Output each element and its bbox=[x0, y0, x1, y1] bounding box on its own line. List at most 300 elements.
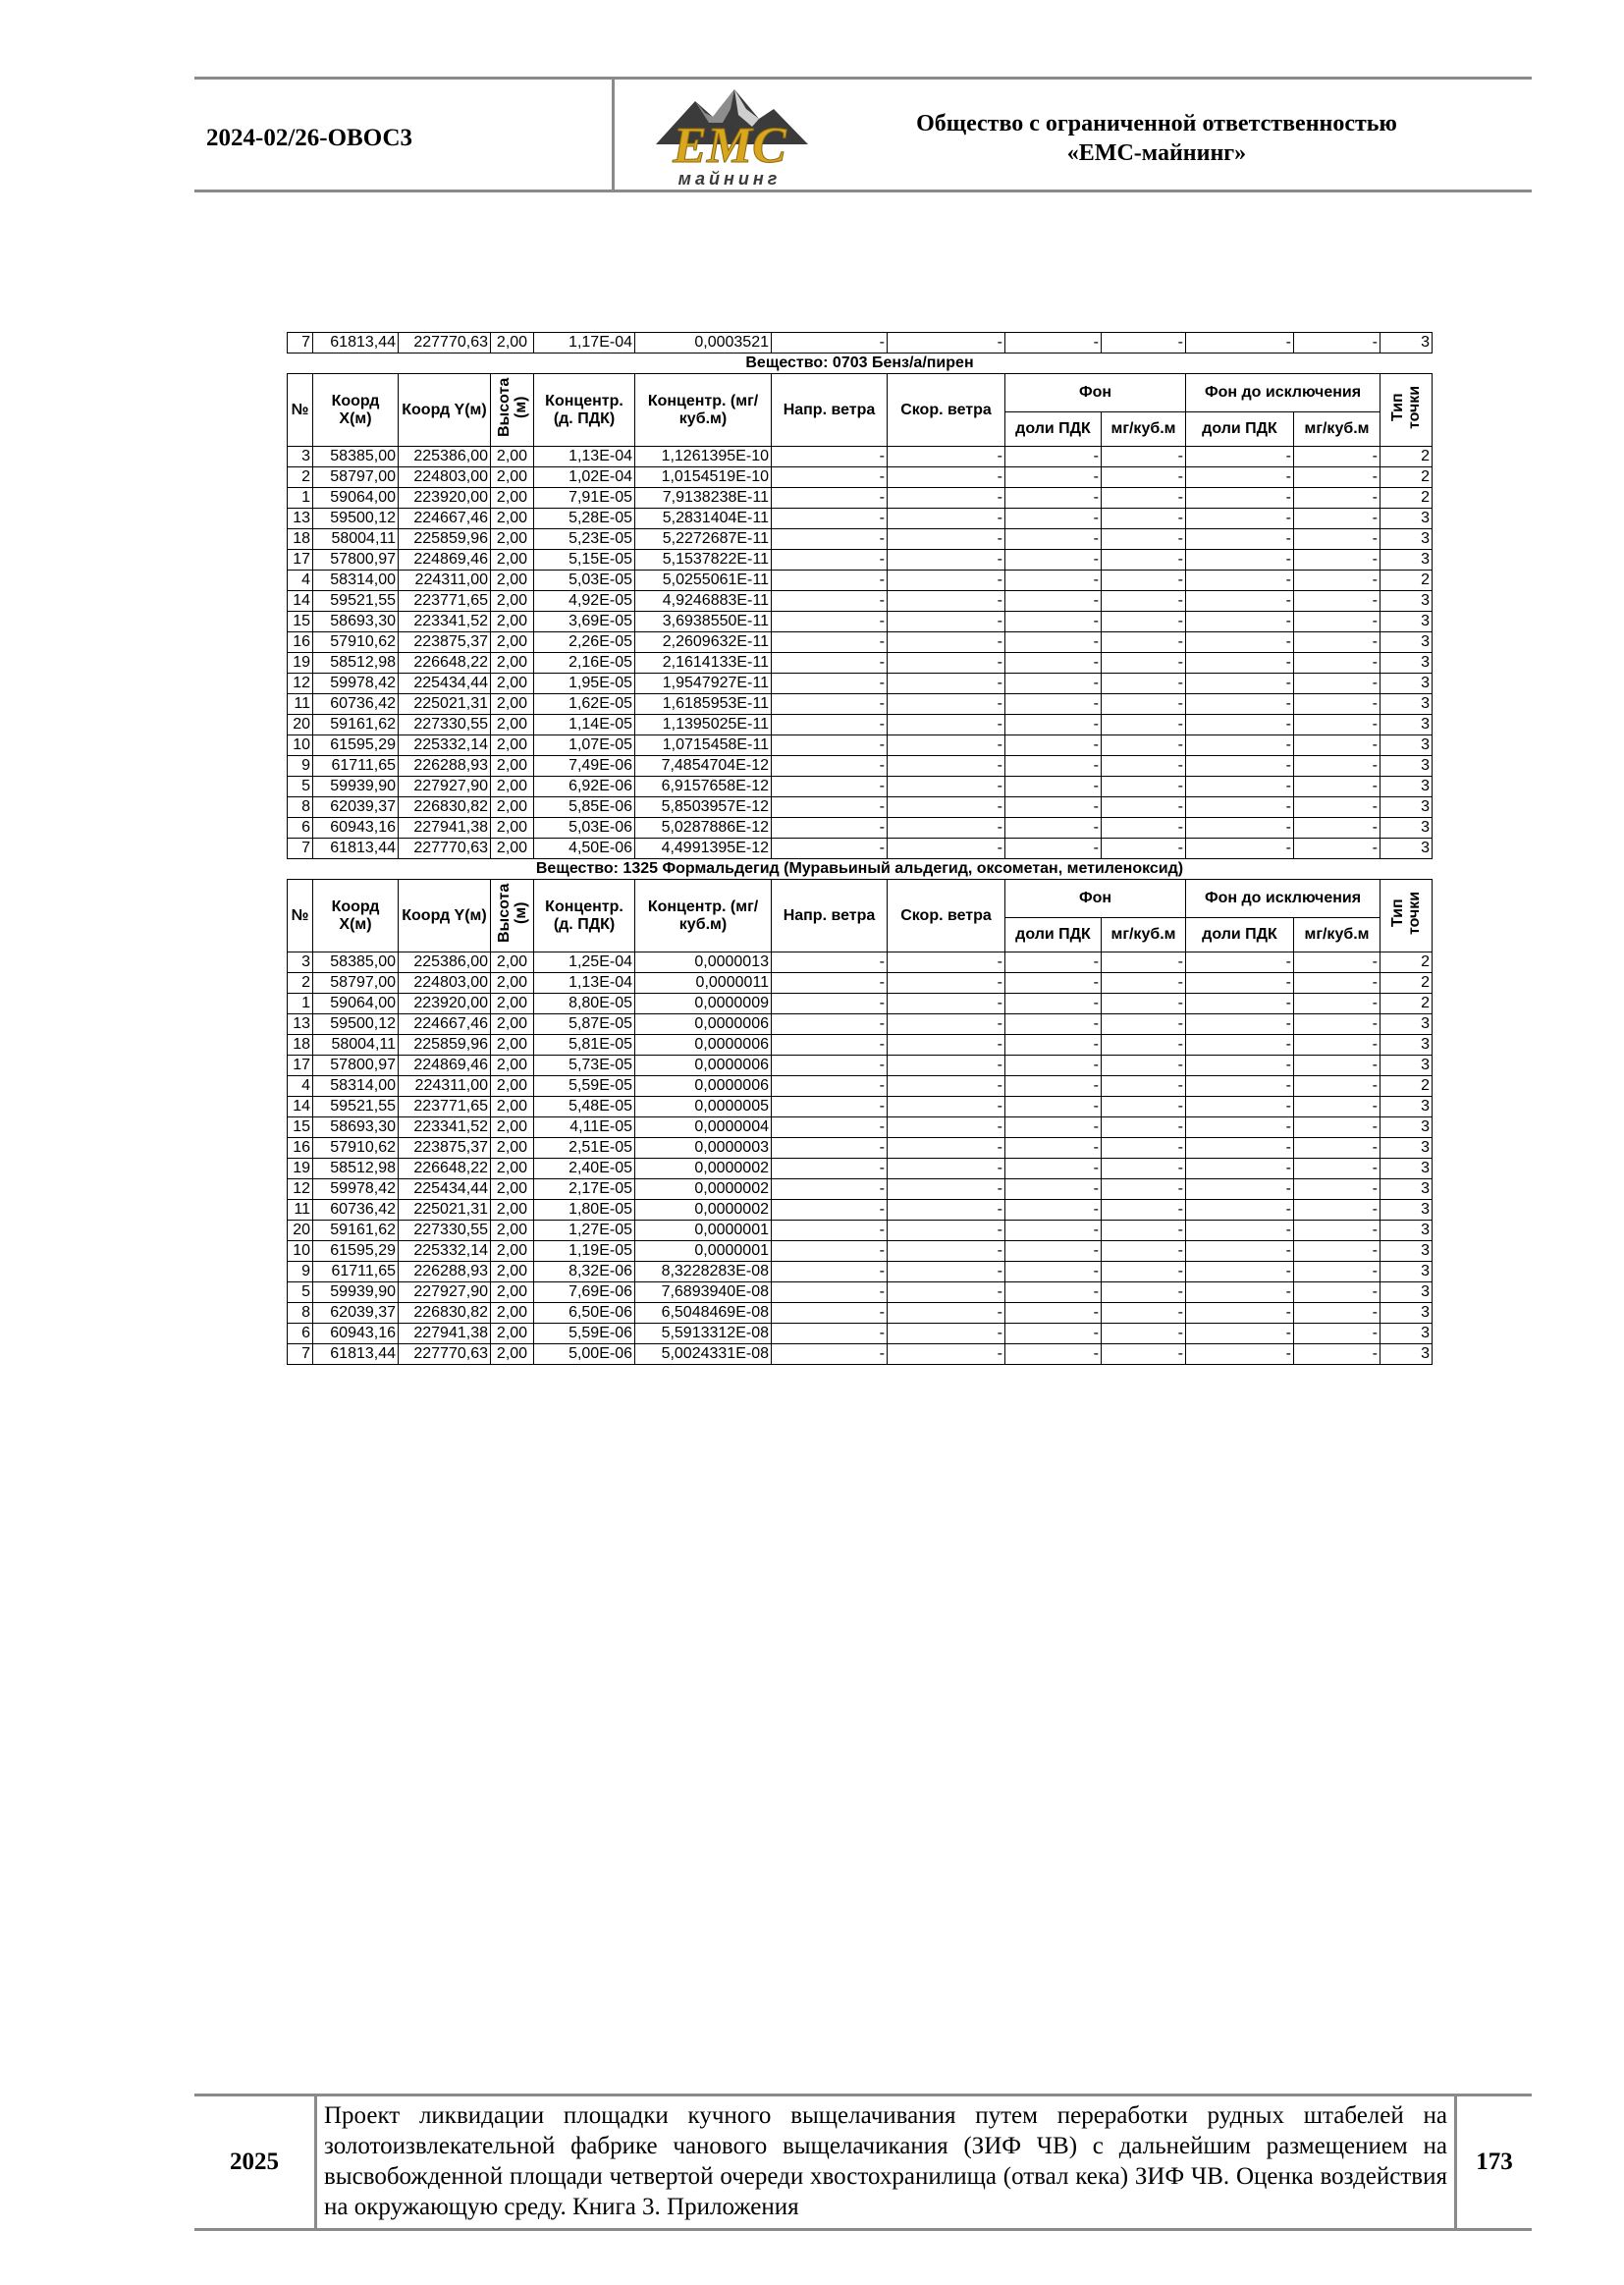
table-cell: - bbox=[888, 1282, 1005, 1303]
table-cell: - bbox=[1294, 994, 1380, 1014]
table-cell: 3 bbox=[1380, 797, 1433, 818]
table-cell: 5,0287886E-12 bbox=[635, 818, 772, 839]
table-cell: 5,87E-05 bbox=[534, 1014, 635, 1035]
table-cell: 2,00 bbox=[491, 839, 534, 859]
table-cell: - bbox=[1005, 1324, 1102, 1344]
column-header-coord-y: Коорд Y(м) bbox=[399, 374, 491, 447]
table-row bbox=[288, 447, 1433, 467]
table-cell: - bbox=[1294, 1035, 1380, 1056]
table-cell: 57800,97 bbox=[313, 550, 399, 571]
table-cell: 5,1537822E-11 bbox=[635, 550, 772, 571]
table-cell: 2,00 bbox=[491, 571, 534, 591]
table-cell: 60736,42 bbox=[313, 1200, 399, 1221]
table-cell: - bbox=[888, 571, 1005, 591]
table-cell: - bbox=[1102, 653, 1186, 674]
table-cell: - bbox=[888, 529, 1005, 550]
table-cell: 3 bbox=[1380, 756, 1433, 777]
table-cell: 2,00 bbox=[491, 447, 534, 467]
table-cell: - bbox=[1102, 1097, 1186, 1117]
table-row bbox=[288, 715, 1433, 735]
table-cell: - bbox=[1294, 653, 1380, 674]
table-cell: 1,14E-05 bbox=[534, 715, 635, 735]
table-row bbox=[288, 1303, 1433, 1324]
table-cell: - bbox=[772, 550, 888, 571]
table-cell: - bbox=[1005, 694, 1102, 715]
table-cell: - bbox=[1294, 674, 1380, 694]
table-cell: 2,00 bbox=[491, 756, 534, 777]
table-cell: 225434,44 bbox=[399, 674, 491, 694]
table-cell: - bbox=[888, 1117, 1005, 1138]
column-header-wind-dir: Напр. ветра bbox=[772, 880, 888, 952]
table-cell: - bbox=[888, 756, 1005, 777]
table-cell: - bbox=[888, 715, 1005, 735]
table-cell: 15 bbox=[288, 612, 313, 632]
table-cell: - bbox=[888, 1344, 1005, 1365]
column-header-frac-pdk: доли ПДК bbox=[1005, 412, 1102, 447]
table-cell: - bbox=[772, 571, 888, 591]
table-cell: 4 bbox=[288, 571, 313, 591]
table-cell: - bbox=[1102, 1200, 1186, 1221]
table-cell: 7,91E-05 bbox=[534, 488, 635, 509]
table-cell: 5,73E-05 bbox=[534, 1056, 635, 1076]
table-cell: - bbox=[1102, 694, 1186, 715]
table-cell: 225332,14 bbox=[399, 1241, 491, 1262]
logo-subtext: майнинг bbox=[677, 169, 782, 189]
column-header-height-label: Высота (м) bbox=[495, 883, 529, 944]
table-cell: 60943,16 bbox=[313, 818, 399, 839]
table-cell: 59064,00 bbox=[313, 488, 399, 509]
table-cell: 227770,63 bbox=[399, 839, 491, 859]
table-cell: 225021,31 bbox=[399, 1200, 491, 1221]
table-cell: 4 bbox=[288, 1076, 313, 1097]
table-cell: - bbox=[1005, 797, 1102, 818]
table-cell: 10 bbox=[288, 1241, 313, 1262]
table-cell: - bbox=[1294, 467, 1380, 488]
table-cell: - bbox=[888, 994, 1005, 1014]
table-cell: 57910,62 bbox=[313, 632, 399, 653]
table-cell: 224311,00 bbox=[399, 571, 491, 591]
table-row bbox=[288, 735, 1433, 756]
column-header-point-type-label: Тип точки bbox=[1389, 891, 1423, 936]
table-cell: 2,51E-05 bbox=[534, 1138, 635, 1159]
table-cell: - bbox=[1102, 1117, 1186, 1138]
table-cell: - bbox=[1294, 612, 1380, 632]
table-cell: 5,23E-05 bbox=[534, 529, 635, 550]
table-row bbox=[288, 467, 1433, 488]
table-cell: 60943,16 bbox=[313, 1324, 399, 1344]
table-cell: - bbox=[1186, 694, 1294, 715]
table-cell: - bbox=[888, 653, 1005, 674]
table-cell: - bbox=[1102, 1076, 1186, 1097]
table-cell: 2,00 bbox=[491, 777, 534, 797]
table-cell: 2,00 bbox=[491, 653, 534, 674]
table-row bbox=[288, 1282, 1433, 1303]
table-cell: - bbox=[1005, 994, 1102, 1014]
table-cell: 58385,00 bbox=[313, 447, 399, 467]
table-cell: - bbox=[772, 952, 888, 973]
table-cell: - bbox=[1005, 715, 1102, 735]
table-cell: 8 bbox=[288, 797, 313, 818]
table-cell: 12 bbox=[288, 1179, 313, 1200]
table-cell: 225859,96 bbox=[399, 529, 491, 550]
table-cell: - bbox=[1102, 1056, 1186, 1076]
table-cell: 1,1395025E-11 bbox=[635, 715, 772, 735]
table-cell: 3,6938550E-11 bbox=[635, 612, 772, 632]
table-cell: 8,80E-05 bbox=[534, 994, 635, 1014]
column-header-background: Фон bbox=[1005, 880, 1186, 918]
table-cell: - bbox=[772, 632, 888, 653]
footer-divider-left bbox=[314, 2096, 317, 2228]
table-cell: - bbox=[1102, 571, 1186, 591]
table-cell: - bbox=[1005, 1159, 1102, 1179]
table-cell: - bbox=[888, 839, 1005, 859]
organization-line-2: «ЕМС-майнинг» bbox=[1066, 140, 1247, 166]
table-cell: - bbox=[1005, 1035, 1102, 1056]
table-cell: - bbox=[772, 973, 888, 994]
table-cell: 58385,00 bbox=[313, 952, 399, 973]
table-cell: 2 bbox=[1380, 467, 1433, 488]
table-cell: - bbox=[1102, 756, 1186, 777]
table-cell: - bbox=[772, 1056, 888, 1076]
table-cell: 223920,00 bbox=[399, 488, 491, 509]
table-cell: - bbox=[1186, 591, 1294, 612]
table-cell: - bbox=[1186, 447, 1294, 467]
table-cell: - bbox=[1294, 591, 1380, 612]
page-footer bbox=[194, 2094, 1532, 2231]
table-row bbox=[288, 509, 1433, 529]
table-cell: - bbox=[1005, 1117, 1102, 1138]
table-cell: - bbox=[888, 674, 1005, 694]
table-row bbox=[288, 1159, 1433, 1179]
table-cell: - bbox=[888, 632, 1005, 653]
table-cell: 0,0000002 bbox=[635, 1159, 772, 1179]
table-cell: 2 bbox=[288, 973, 313, 994]
table-cell: - bbox=[888, 1076, 1005, 1097]
column-header-wind-speed: Скор. ветра bbox=[888, 374, 1005, 447]
table-cell: 2,00 bbox=[491, 1117, 534, 1138]
table-cell: 2,16E-05 bbox=[534, 653, 635, 674]
table-cell: - bbox=[1102, 777, 1186, 797]
table-cell: 0,0000004 bbox=[635, 1117, 772, 1138]
table-cell: 13 bbox=[288, 509, 313, 529]
table-cell: - bbox=[1294, 1324, 1380, 1344]
table-cell: 2,1614133E-11 bbox=[635, 653, 772, 674]
table-cell: 6,50E-06 bbox=[534, 1303, 635, 1324]
table-cell: - bbox=[888, 1200, 1005, 1221]
table-cell: 8,3228283E-08 bbox=[635, 1262, 772, 1282]
table-cell: - bbox=[1186, 1179, 1294, 1200]
table-cell: - bbox=[1005, 735, 1102, 756]
table-cell: 9 bbox=[288, 1262, 313, 1282]
table-cell: 61595,29 bbox=[313, 735, 399, 756]
table-cell: 224667,46 bbox=[399, 1014, 491, 1035]
table-cell: - bbox=[1005, 1138, 1102, 1159]
table-cell: - bbox=[1186, 509, 1294, 529]
table-cell: 2,00 bbox=[491, 467, 534, 488]
table-cell: - bbox=[1005, 973, 1102, 994]
table-header-row bbox=[288, 374, 1433, 412]
column-header-num: № bbox=[288, 374, 313, 447]
table-cell: - bbox=[1186, 777, 1294, 797]
table-cell: - bbox=[1102, 447, 1186, 467]
page-number: 173 bbox=[1476, 2149, 1513, 2175]
table-cell: 2,2609632E-11 bbox=[635, 632, 772, 653]
table-cell: - bbox=[1102, 1179, 1186, 1200]
table-cell: 225021,31 bbox=[399, 694, 491, 715]
column-header-num: № bbox=[288, 880, 313, 952]
table-cell: 3 bbox=[1380, 1179, 1433, 1200]
table-cell: 3 bbox=[1380, 1056, 1433, 1076]
table-cell: - bbox=[888, 1159, 1005, 1179]
table-cell: - bbox=[772, 529, 888, 550]
table-cell: 3 bbox=[1380, 1303, 1433, 1324]
table-cell: 61711,65 bbox=[313, 756, 399, 777]
table-cell: 2,00 bbox=[491, 1324, 534, 1344]
column-header-conc-pdk: Концентр. (д. ПДК) bbox=[534, 374, 635, 447]
table-cell: 6 bbox=[288, 818, 313, 839]
company-logo bbox=[636, 83, 823, 190]
table-cell: - bbox=[772, 797, 888, 818]
column-header-background-excl: Фон до исключения bbox=[1186, 374, 1380, 412]
table-cell: 3 bbox=[1380, 1014, 1433, 1035]
table-cell: - bbox=[1005, 674, 1102, 694]
table-cell: 0,0000002 bbox=[635, 1200, 772, 1221]
column-header-point-type bbox=[1380, 880, 1433, 952]
organization-line-1: Общество с ограниченной ответственностью bbox=[916, 111, 1397, 136]
table-cell: 227330,55 bbox=[399, 715, 491, 735]
table-cell: 2 bbox=[288, 467, 313, 488]
table-cell: 59978,42 bbox=[313, 1179, 399, 1200]
table-cell: 3 bbox=[1380, 839, 1433, 859]
table-cell: - bbox=[1294, 529, 1380, 550]
table-cell: 61813,44 bbox=[313, 333, 399, 354]
table-cell: - bbox=[1294, 1014, 1380, 1035]
table-cell: 59161,62 bbox=[313, 1221, 399, 1241]
table-cell: 59939,90 bbox=[313, 1282, 399, 1303]
table-cell: 3 bbox=[288, 447, 313, 467]
table-cell: - bbox=[1102, 674, 1186, 694]
table-row bbox=[288, 1035, 1433, 1056]
table-cell: - bbox=[1294, 333, 1380, 354]
table-cell: 2,00 bbox=[491, 333, 534, 354]
table-cell: 2,00 bbox=[491, 1056, 534, 1076]
table-cell: - bbox=[1102, 994, 1186, 1014]
table-cell: - bbox=[1186, 839, 1294, 859]
table-cell: 1,13E-04 bbox=[534, 447, 635, 467]
table-cell: 5,5913312E-08 bbox=[635, 1324, 772, 1344]
table-cell: - bbox=[1294, 1097, 1380, 1117]
table-cell: 2,00 bbox=[491, 674, 534, 694]
table-cell: 223341,52 bbox=[399, 612, 491, 632]
column-header-conc-mg: Концентр. (мг/куб.м) bbox=[635, 374, 772, 447]
table-header-row bbox=[288, 880, 1433, 918]
table-cell: 59521,55 bbox=[313, 1097, 399, 1117]
table-cell: 3 bbox=[1380, 1344, 1433, 1365]
table-cell: - bbox=[1102, 1159, 1186, 1179]
footer-year: 2025 bbox=[230, 2149, 279, 2175]
table-cell: - bbox=[1102, 591, 1186, 612]
column-header-coord-y: Коорд Y(м) bbox=[399, 880, 491, 952]
table-cell: - bbox=[772, 447, 888, 467]
table-cell: 2,00 bbox=[491, 1200, 534, 1221]
table-cell: - bbox=[888, 1138, 1005, 1159]
table-row bbox=[288, 1076, 1433, 1097]
table-cell: 227770,63 bbox=[399, 1344, 491, 1365]
table-cell: - bbox=[1005, 952, 1102, 973]
table-cell: - bbox=[1102, 1014, 1186, 1035]
table-cell: 227941,38 bbox=[399, 818, 491, 839]
table-cell: - bbox=[1294, 509, 1380, 529]
table-cell: 2 bbox=[1380, 973, 1433, 994]
column-header-mg-m3: мг/куб.м bbox=[1102, 412, 1186, 447]
table-cell: 18 bbox=[288, 529, 313, 550]
table-cell: 4,11E-05 bbox=[534, 1117, 635, 1138]
table-cell: 10 bbox=[288, 735, 313, 756]
table-cell: 224311,00 bbox=[399, 1076, 491, 1097]
table-cell: - bbox=[1294, 1344, 1380, 1365]
table-cell: - bbox=[1294, 735, 1380, 756]
table-cell: - bbox=[772, 1303, 888, 1324]
table-cell: 0,0000011 bbox=[635, 973, 772, 994]
table-cell: 1,6185953E-11 bbox=[635, 694, 772, 715]
table-cell: 58693,30 bbox=[313, 612, 399, 632]
table-cell: 1,02E-04 bbox=[534, 467, 635, 488]
table-cell: 1,25E-04 bbox=[534, 952, 635, 973]
table-cell: - bbox=[1186, 571, 1294, 591]
table-cell: - bbox=[772, 1262, 888, 1282]
table-cell: - bbox=[1186, 653, 1294, 674]
table-cell: 2,00 bbox=[491, 973, 534, 994]
table-cell: 3 bbox=[1380, 333, 1433, 354]
table-cell: 2 bbox=[1380, 994, 1433, 1014]
table-cell: - bbox=[888, 1221, 1005, 1241]
table-cell: - bbox=[1005, 509, 1102, 529]
table-cell: - bbox=[772, 1324, 888, 1344]
table-cell: 2 bbox=[1380, 952, 1433, 973]
table-cell: 5,0024331E-08 bbox=[635, 1344, 772, 1365]
table-cell: 3 bbox=[1380, 1221, 1433, 1241]
table-cell: - bbox=[772, 1097, 888, 1117]
table-cell: 224869,46 bbox=[399, 550, 491, 571]
table-cell: - bbox=[1186, 1159, 1294, 1179]
table-cell: - bbox=[1005, 1303, 1102, 1324]
table-cell: - bbox=[1294, 447, 1380, 467]
table-cell: - bbox=[1294, 1076, 1380, 1097]
table-cell: 5,59E-06 bbox=[534, 1324, 635, 1344]
table-row bbox=[288, 1014, 1433, 1035]
table-cell: 3 bbox=[1380, 612, 1433, 632]
table-cell: 2 bbox=[1380, 1076, 1433, 1097]
table-cell: - bbox=[888, 612, 1005, 632]
table-cell: 1,9547927E-11 bbox=[635, 674, 772, 694]
table-cell: - bbox=[1005, 1221, 1102, 1241]
table-cell: 2,00 bbox=[491, 1344, 534, 1365]
table-cell: 14 bbox=[288, 591, 313, 612]
table-cell: - bbox=[1005, 591, 1102, 612]
table-cell: - bbox=[772, 653, 888, 674]
table-cell: 1,62E-05 bbox=[534, 694, 635, 715]
column-header-height bbox=[491, 880, 534, 952]
table-cell: 16 bbox=[288, 632, 313, 653]
table-cell: - bbox=[1294, 1303, 1380, 1324]
table-cell: 226648,22 bbox=[399, 653, 491, 674]
table-cell: 5,2831404E-11 bbox=[635, 509, 772, 529]
table-cell: 1,0154519E-10 bbox=[635, 467, 772, 488]
table-cell: 2,00 bbox=[491, 550, 534, 571]
table-cell: 57910,62 bbox=[313, 1138, 399, 1159]
table-cell: - bbox=[1294, 1138, 1380, 1159]
table-cell: - bbox=[1102, 488, 1186, 509]
table-cell: - bbox=[1102, 1262, 1186, 1282]
table-cell: 3 bbox=[1380, 694, 1433, 715]
table-cell: 2,00 bbox=[491, 509, 534, 529]
table-cell: - bbox=[1102, 1324, 1186, 1344]
table-cell: - bbox=[1005, 529, 1102, 550]
table-cell: - bbox=[772, 1282, 888, 1303]
table-cell: 2,00 bbox=[491, 735, 534, 756]
table-cell: - bbox=[772, 1076, 888, 1097]
table-cell: - bbox=[888, 1241, 1005, 1262]
table-cell: 226288,93 bbox=[399, 1262, 491, 1282]
column-header-frac-pdk-excl: доли ПДК bbox=[1186, 918, 1294, 952]
table-cell: 6,92E-06 bbox=[534, 777, 635, 797]
table-cell: 6,9157658E-12 bbox=[635, 777, 772, 797]
table-cell: 1,80E-05 bbox=[534, 1200, 635, 1221]
table-cell: 226648,22 bbox=[399, 1159, 491, 1179]
table-cell: 12 bbox=[288, 674, 313, 694]
footer-description: Проект ликвидации площадки кучного выщелачивания путем переработки рудных штабелей на золотоизвлекательной фабрике чанового выщелачикания (ЗИФ ЧВ) с дальнейшим размещением на высвобожденной площади четвертой очереди хвостохранилища (отвал кека) ЗИФ ЧВ. Оценка воздействия на окружающую среду. Книга 3. Приложения bbox=[324, 2102, 1447, 2220]
table-cell: - bbox=[1102, 509, 1186, 529]
table-cell: - bbox=[1294, 1262, 1380, 1282]
table-cell: 226830,82 bbox=[399, 1303, 491, 1324]
table-row bbox=[288, 1179, 1433, 1200]
table-row bbox=[288, 333, 1433, 354]
substance-title-row bbox=[288, 859, 1433, 880]
table-cell: 2,40E-05 bbox=[534, 1159, 635, 1179]
table-cell: 58314,00 bbox=[313, 571, 399, 591]
table-cell: 3 bbox=[1380, 1262, 1433, 1282]
column-header-height bbox=[491, 374, 534, 447]
table-cell: 5,0255061E-11 bbox=[635, 571, 772, 591]
header-divider bbox=[612, 80, 615, 190]
table-cell: 0,0000006 bbox=[635, 1076, 772, 1097]
table-cell: 2,00 bbox=[491, 1303, 534, 1324]
table-cell: - bbox=[772, 1159, 888, 1179]
table-cell: - bbox=[1005, 1056, 1102, 1076]
column-header-point-type-label: Тип точки bbox=[1389, 385, 1423, 430]
table-cell: 2,00 bbox=[491, 1035, 534, 1056]
table-cell: - bbox=[1102, 333, 1186, 354]
table-cell: 3 bbox=[1380, 1117, 1433, 1138]
table-cell: - bbox=[1005, 1179, 1102, 1200]
table-cell: - bbox=[1005, 467, 1102, 488]
table-row bbox=[288, 694, 1433, 715]
table-row bbox=[288, 488, 1433, 509]
table-cell: 61813,44 bbox=[313, 1344, 399, 1365]
table-cell: 4,9246883E-11 bbox=[635, 591, 772, 612]
table-cell: - bbox=[1005, 1076, 1102, 1097]
table-cell: - bbox=[888, 1179, 1005, 1200]
table-cell: 2,00 bbox=[491, 591, 534, 612]
column-header-mg-m3-excl: мг/куб.м bbox=[1294, 412, 1380, 447]
table-cell: - bbox=[1005, 1344, 1102, 1365]
table-cell: - bbox=[1294, 1117, 1380, 1138]
document-code: 2024-02/26-ОВОС3 bbox=[206, 125, 413, 151]
column-header-coord-x: Коорд Х(м) bbox=[313, 880, 399, 952]
table-cell: 57800,97 bbox=[313, 1056, 399, 1076]
table-cell: - bbox=[1294, 715, 1380, 735]
table-cell: - bbox=[1005, 1200, 1102, 1221]
